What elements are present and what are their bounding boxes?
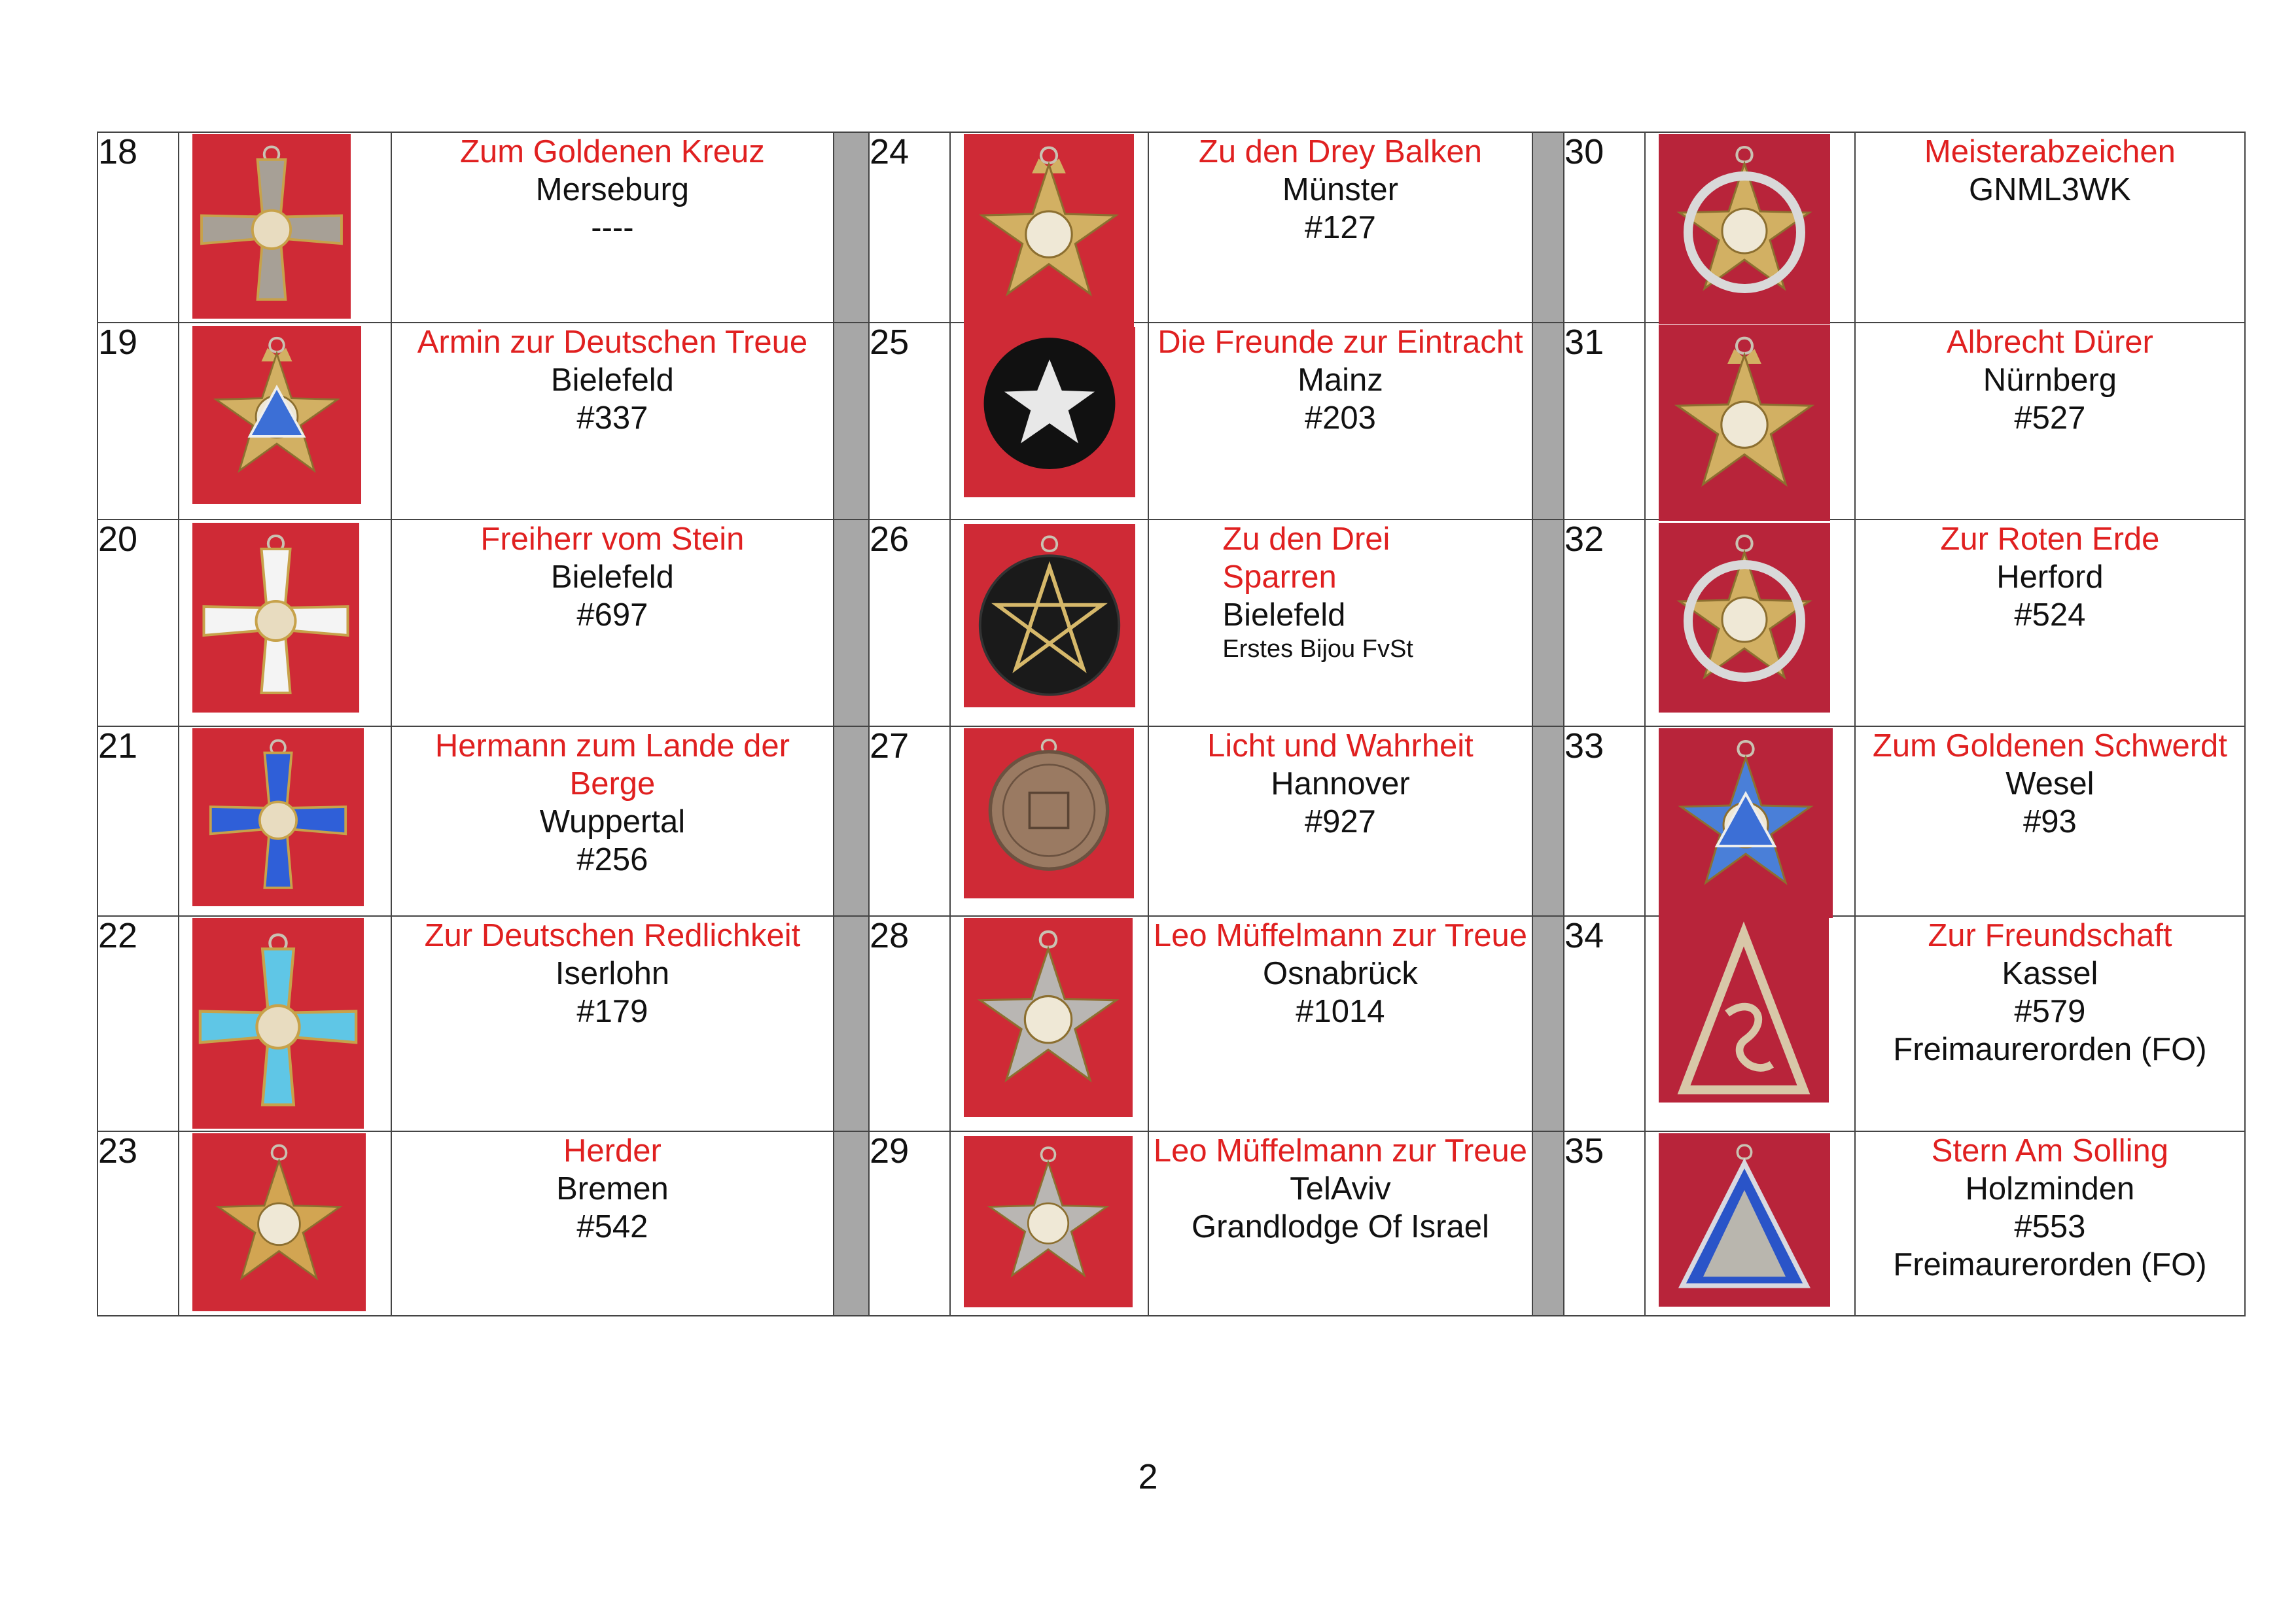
lodge-city: Bielefeld bbox=[550, 559, 674, 595]
lodge-info bbox=[1148, 726, 1532, 916]
medal-photo-cell bbox=[950, 520, 1148, 726]
entry-number: 28 bbox=[869, 916, 950, 1131]
maltese-cross-medal-icon bbox=[192, 523, 359, 713]
lodge-city: Merseburg bbox=[535, 172, 690, 207]
pentagram-disc-icon bbox=[964, 524, 1135, 707]
lodge-info bbox=[391, 726, 834, 916]
lodge-detail: #337 bbox=[576, 400, 648, 436]
lodge-info bbox=[391, 1131, 834, 1316]
lodge-name: Armin zur Deutschen Treue bbox=[417, 325, 808, 360]
lodge-city: TelAviv bbox=[1290, 1171, 1391, 1207]
medal-photo-cell bbox=[179, 726, 391, 916]
triangle-symbol-badge-icon bbox=[1659, 918, 1829, 1103]
column-separator bbox=[834, 1131, 869, 1316]
medal-photo-cell bbox=[950, 916, 1148, 1131]
medal-photo-cell bbox=[179, 1131, 391, 1316]
lodge-info bbox=[1855, 520, 2245, 726]
lodge-city: Nürnberg bbox=[1983, 362, 2117, 398]
lodge-detail: #1014 bbox=[1296, 994, 1385, 1029]
lodge-name: Die Freunde zur Eintracht bbox=[1157, 325, 1523, 360]
entry-number: 22 bbox=[97, 916, 179, 1131]
lodge-info bbox=[1855, 916, 2245, 1131]
crowned-star-medal-icon bbox=[1659, 325, 1830, 521]
catalog-row bbox=[97, 726, 2245, 916]
entry-number: 25 bbox=[869, 323, 950, 520]
medal-photo-cell bbox=[950, 132, 1148, 323]
medal-photo-cell bbox=[950, 1131, 1148, 1316]
blue-triangle-star-icon bbox=[1659, 728, 1833, 918]
column-separator bbox=[1532, 323, 1564, 520]
entry-number: 20 bbox=[97, 520, 179, 726]
lodge-info bbox=[1148, 323, 1532, 520]
lodge-name: Leo Müffelmann zur Treue bbox=[1153, 1133, 1527, 1169]
lodge-city: Kassel bbox=[2002, 956, 2098, 991]
lodge-info bbox=[1855, 726, 2245, 916]
lodge-info bbox=[1855, 323, 2245, 520]
silver-star-medal-icon bbox=[964, 1136, 1133, 1307]
medal-photo-cell bbox=[179, 520, 391, 726]
lodge-city: GNML3WK bbox=[1969, 172, 2131, 207]
lodge-name: Zum Goldenen Schwerdt bbox=[1872, 728, 2227, 764]
column-separator bbox=[834, 916, 869, 1131]
lodge-note: Erstes Bijou FvSt bbox=[1222, 635, 1413, 663]
page-number: 2 bbox=[1138, 1457, 1158, 1496]
lodge-name: Hermann zum Lande der Berge bbox=[434, 728, 790, 802]
lodge-info bbox=[391, 323, 834, 520]
blue-cross-medal-icon bbox=[192, 728, 364, 906]
lodge-detail: Freimaurerorden (FO) bbox=[1893, 1247, 2207, 1282]
medal-photo-cell bbox=[179, 132, 391, 323]
column-separator bbox=[834, 132, 869, 323]
entry-number: 21 bbox=[97, 726, 179, 916]
crowned-star-medal-icon bbox=[964, 134, 1134, 330]
catalog-row bbox=[97, 520, 2245, 726]
lodge-city: Mainz bbox=[1298, 362, 1383, 398]
lodge-name: Licht und Wahrheit bbox=[1207, 728, 1474, 764]
entry-number: 33 bbox=[1564, 726, 1645, 916]
light-blue-cross-medal-icon bbox=[192, 918, 364, 1129]
silver-star-medal-icon bbox=[964, 918, 1133, 1117]
lodge-city: Bielefeld bbox=[1222, 597, 1346, 633]
lodge-info bbox=[391, 916, 834, 1131]
lodge-detail: ---- bbox=[591, 210, 634, 245]
entry-number: 24 bbox=[869, 132, 950, 323]
medal-photo-cell bbox=[1645, 726, 1855, 916]
catalog-row bbox=[97, 323, 2245, 520]
column-separator bbox=[1532, 520, 1564, 726]
lodge-info bbox=[1855, 1131, 2245, 1316]
lodge-info bbox=[1148, 1131, 1532, 1316]
lodge-city: Wesel bbox=[2005, 766, 2094, 802]
medal-photo-cell bbox=[1645, 916, 1855, 1131]
round-medal-icon bbox=[964, 728, 1134, 898]
medal-photo-cell bbox=[1645, 132, 1855, 323]
lodge-detail: #93 bbox=[2023, 804, 2077, 839]
catalog-row bbox=[97, 916, 2245, 1131]
lodge-city: Wuppertal bbox=[539, 804, 686, 839]
medal-photo-cell bbox=[1645, 323, 1855, 520]
lodge-city: Holzminden bbox=[1965, 1171, 2135, 1207]
entry-number: 23 bbox=[97, 1131, 179, 1316]
lodge-name: Zur Deutschen Redlichkeit bbox=[424, 918, 801, 953]
lodge-name: Leo Müffelmann zur Treue bbox=[1153, 918, 1527, 953]
column-separator bbox=[834, 726, 869, 916]
cross-medal-icon bbox=[192, 134, 351, 319]
lodge-name: Meisterabzeichen bbox=[1924, 134, 2176, 169]
entry-number: 35 bbox=[1564, 1131, 1645, 1316]
entry-number: 34 bbox=[1564, 916, 1645, 1131]
lodge-detail: #579 bbox=[2014, 994, 2086, 1029]
column-separator bbox=[1532, 1131, 1564, 1316]
column-separator bbox=[834, 323, 869, 520]
wreath-triangle-badge-icon bbox=[1659, 523, 1830, 713]
lodge-info bbox=[391, 520, 834, 726]
lodge-detail: #256 bbox=[576, 842, 648, 877]
lodge-city: Iserlohn bbox=[555, 956, 670, 991]
column-separator bbox=[834, 520, 869, 726]
medal-photo-cell bbox=[1645, 1131, 1855, 1316]
medal-photo-cell bbox=[950, 726, 1148, 916]
white-star-on-black-disc-icon bbox=[964, 327, 1135, 497]
lodge-detail: #542 bbox=[576, 1209, 648, 1244]
lodge-detail: #203 bbox=[1304, 400, 1376, 436]
catalog-row bbox=[97, 132, 2245, 323]
lodge-name: Zur Freundschaft bbox=[1928, 918, 2172, 953]
lodge-info bbox=[1148, 916, 1532, 1131]
lodge-info bbox=[391, 132, 834, 323]
lodge-city: Münster bbox=[1282, 172, 1398, 207]
entry-number: 29 bbox=[869, 1131, 950, 1316]
catalog-row bbox=[97, 1131, 2245, 1316]
lodge-name: Freiherr vom Stein bbox=[480, 521, 745, 557]
entry-number: 19 bbox=[97, 323, 179, 520]
medal-photo-cell bbox=[1645, 520, 1855, 726]
lodge-info bbox=[1855, 132, 2245, 323]
entry-number: 32 bbox=[1564, 520, 1645, 726]
entry-number: 18 bbox=[97, 132, 179, 323]
lodge-name: Zur Roten Erde bbox=[1940, 521, 2160, 557]
crowned-triangle-star-icon bbox=[192, 326, 361, 504]
lodge-detail: #524 bbox=[2014, 597, 2086, 633]
blue-star-medal-icon bbox=[192, 1133, 366, 1311]
column-separator bbox=[1532, 726, 1564, 916]
lodge-detail: #697 bbox=[576, 597, 648, 633]
lodge-city: Bielefeld bbox=[550, 362, 674, 398]
lodge-detail: Grandlodge Of Israel bbox=[1191, 1209, 1489, 1244]
medal-photo-cell bbox=[950, 323, 1148, 520]
lodge-name: Stern Am Solling bbox=[1931, 1133, 2169, 1169]
lodge-detail: #127 bbox=[1304, 210, 1376, 245]
lodge-city: Hannover bbox=[1271, 766, 1410, 802]
lodge-detail: #927 bbox=[1304, 804, 1376, 839]
skull-sunburst-badge-icon bbox=[1659, 134, 1830, 324]
lodge-city: Osnabrück bbox=[1262, 956, 1418, 991]
lodge-name: Zum Goldenen Kreuz bbox=[460, 134, 765, 169]
medal-catalog-table bbox=[97, 132, 2246, 1316]
lodge-detail: #527 bbox=[2014, 400, 2086, 436]
lodge-city: Herford bbox=[1996, 559, 2104, 595]
column-separator bbox=[1532, 132, 1564, 323]
entry-number: 30 bbox=[1564, 132, 1645, 323]
entry-number: 27 bbox=[869, 726, 950, 916]
lodge-info bbox=[1148, 132, 1532, 323]
lodge-name: Herder bbox=[563, 1133, 662, 1169]
entry-number: 31 bbox=[1564, 323, 1645, 520]
lodge-info bbox=[1148, 520, 1532, 726]
lodge-city: Bremen bbox=[556, 1171, 669, 1207]
medal-photo-cell bbox=[179, 323, 391, 520]
blue-triangle-pendant-icon bbox=[1659, 1133, 1830, 1307]
lodge-name: Zu den Drei Sparren bbox=[1222, 521, 1390, 595]
lodge-name: Albrecht Dürer bbox=[1946, 325, 2153, 360]
lodge-name: Zu den Drey Balken bbox=[1198, 134, 1482, 169]
lodge-detail: Freimaurerorden (FO) bbox=[1893, 1032, 2207, 1067]
entry-number: 26 bbox=[869, 520, 950, 726]
lodge-detail: #553 bbox=[2014, 1209, 2086, 1244]
medal-photo-cell bbox=[179, 916, 391, 1131]
lodge-detail: #179 bbox=[576, 994, 648, 1029]
column-separator bbox=[1532, 916, 1564, 1131]
